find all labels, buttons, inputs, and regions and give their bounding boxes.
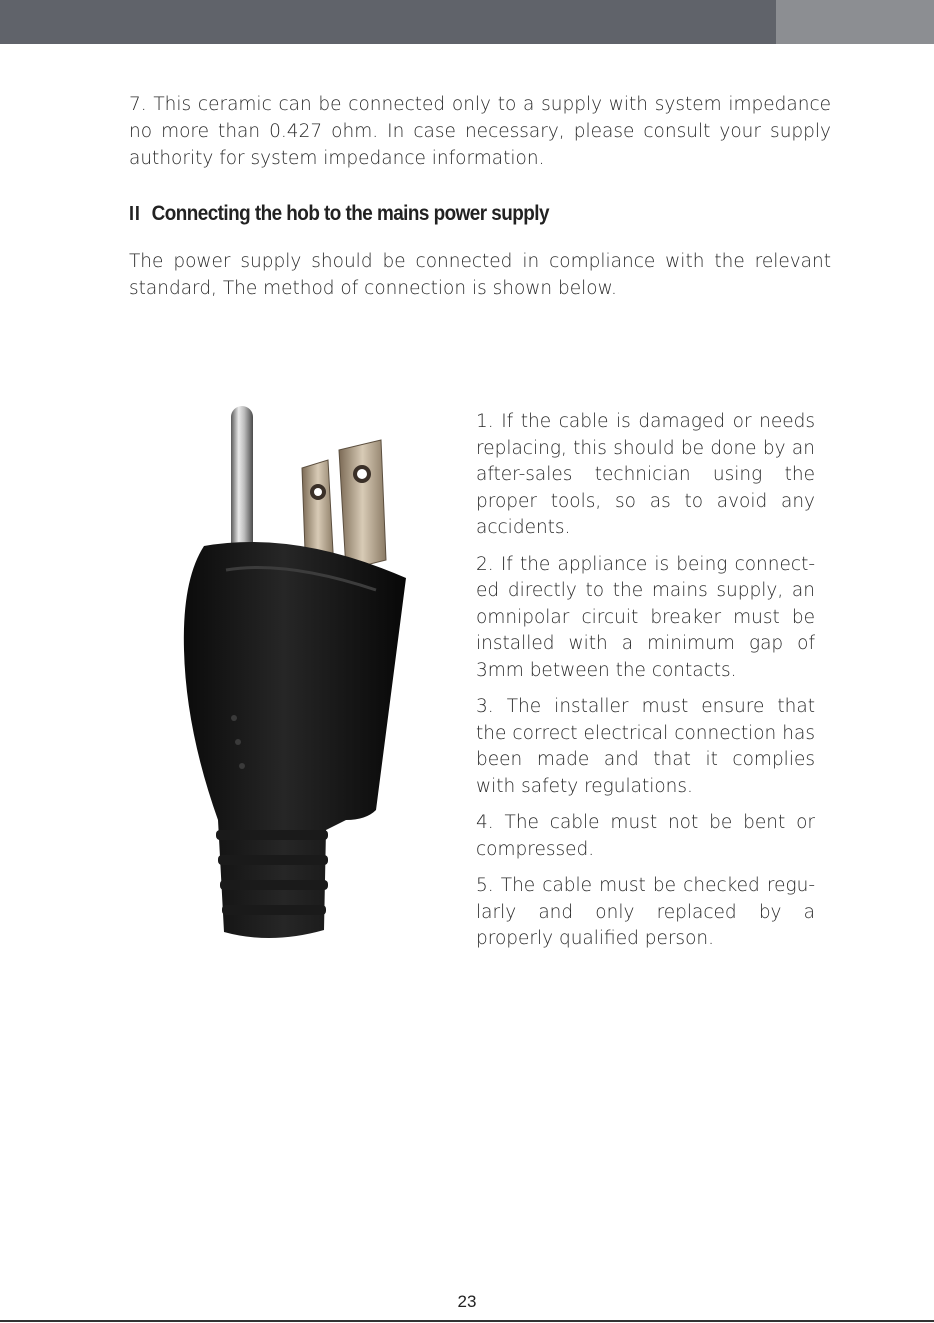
ground-pin [231,406,253,556]
step-5: 5. The cable must be checked regu-larly and only replaced by a properly qualified person. [476,875,815,949]
connection-steps [476,409,815,963]
impedance-note: 7. This ceramic can be connected only to a supply with system impedance no more than 0.427 ohm. In case necessary, please consult your supply authority for system impedance information. [129,94,831,169]
bottom-rule [0,1320,934,1322]
section-heading [129,198,549,230]
header-bar [0,0,776,44]
plug-image [176,400,416,945]
step-3: 3. The installer must ensure that the correct electrical connection has been made and that it complies with safety regulations. [476,696,815,797]
step-1: 1. If the cable is damaged or needs replacing, this should be done by an after-sales technician using the proper tools, so as to avoid any accidents. [476,411,815,538]
step-4: 4. The cable must not be bent or compressed. [476,812,815,860]
plug-body [184,542,406,938]
step-2: 2. If the appliance is being connect-ed directly to the mains supply, an omnipolar circuit breaker must be installed with a minimum gap of 3mm between the contacts. [476,553,815,681]
header-bar-accent [776,0,934,44]
section-intro: The power supply should be connected in compliance with the relevant standard, The method of connection is shown below. [129,251,831,299]
page-number: 23 [457,1292,477,1311]
blade-right [339,440,386,570]
section-title: Connecting the hob to the mains power supply [151,202,549,225]
section-numeral: II [129,202,141,225]
